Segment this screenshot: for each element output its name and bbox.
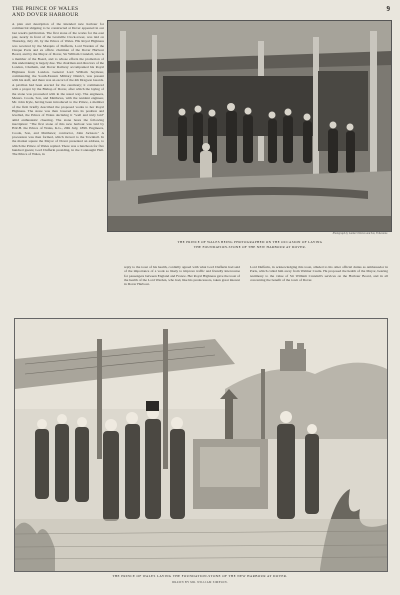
article-column-middle: reply to the toast of his health, cordially agreed with what Lord Dufferin had said of the importance of a work so likely to improve traffic and friendly intercourse for passengers between England and France. Her Royal Highness gave the toast of the health of the Lord Warden, who had, like his predecessors, taken great interest in Dover Harbour. <box>124 265 240 287</box>
article-column-left: A plan and description of the intended new harbour for commercial shipping to be constructed at Dover appeared in our last week's publication. The first stone of the works for the east pier, nearly in front of the Granville Clock-tower, was laid on Thursday, July 20, by the Prince of Wales. His Royal Highness was received by the Marquis of Dufferin, Lord Warden of the Cinque Ports and ex officio chairman of the Dover Harbour Board, and by the Mayor of Dover, Sir William Crundall, who is a member of the Board, and to whose efforts the promotion of this undertaking is largely due. The chairman and directors of the London, Chatham, and Dover Railway accompanied his Royal Highness from London. General Lord William Seymour, commanding the South-Eastern Military District, was present with his staff, and there was an escort of the 4th Dragoon Guards. A pavilion had been erected for the ceremony; it commenced with a prayer by the Bishop of Dover, after which the laying of the stone was proceeded with in the usual way. The engineers, Messrs. Coode, Son, and Matthews, with the resident engineer, Mr. John Kyle, having been introduced to the Prince, a member of the firm briefly described the proposed works to her Royal Highness. The stone was then lowered into its position and levelled, the Prince of Wales declaring it "well and truly laid" amid enthusiastic cheering. The stone bears the following inscription: "The first stone of this new harbour was laid by H.R.H. the Prince of Wales, K.G., 20th July, 1899. Engineers, Coode, Son, and Matthews; contractor, John Jackson." A procession was then formed, which moved to the Townhall. In the market square the Mayor of Dover presented an address, to which the Prince of Wales replied. There was a luncheon for five hundred guests; Lord Dufferin presiding, in the Connaught Hall. The Prince of Wales, in <box>12 22 104 157</box>
ceremony-photograph <box>107 20 392 232</box>
page-number: 9 <box>386 5 390 13</box>
ceremony-engraving <box>14 318 388 572</box>
headline-line-1: THE PRINCE OF WALES <box>12 6 79 12</box>
photo-caption <box>140 240 360 249</box>
photo-caption-line-1: THE PRINCE OF WALES BEING PHOTOGRAPHED ON THE OCCASION OF LAYING <box>177 240 323 244</box>
article-headline <box>12 6 106 19</box>
photograph-illustration <box>108 21 391 231</box>
engraving-byline: DRAWN BY MR. WILLIAM SIMPSON. <box>172 581 228 584</box>
photo-credit: Photograph by Lambert Weston and Son, Folkestone. <box>332 232 388 235</box>
engraving-illustration <box>15 319 387 571</box>
article-column-right: Lord Dufferin, in acknowledging this toast, alluded to his other official duties as Ambassador in Paris, which called him away from Walmer Castle. He proposed the health of the Mayor, bearing testimony to the value of Sir William Crundall's services on the Harbour Board, and in all concerning the benefit of the town of Dover. <box>250 265 388 283</box>
headline-line-2: AND DOVER HARBOUR <box>12 12 79 19</box>
engraving-caption: THE PRINCE OF WALES LAYING THE FOUNDATION-STONE OF THE NEW HARBOUR AT DOVER. <box>112 574 288 578</box>
photo-caption-line-2: THE FOUNDATION-STONE OF THE NEW HARBOUR AT DOVER. <box>193 244 307 249</box>
